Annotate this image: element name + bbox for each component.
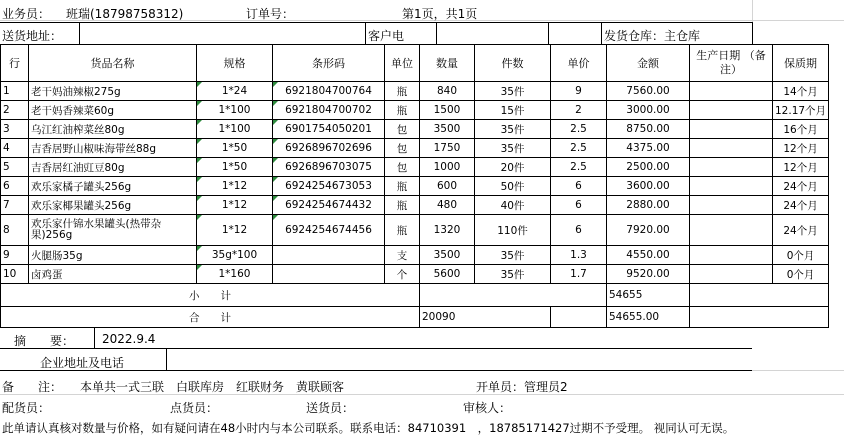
warehouse-label: 发货仓库：主仓库 <box>604 29 701 43</box>
deliverer-label: 送货员： <box>306 401 355 415</box>
col-header: 单价 <box>551 45 607 82</box>
cell-amount: 3600.00 <box>607 177 690 196</box>
cell-price: 1.7 <box>551 265 607 284</box>
cell-price: 2.5 <box>551 120 607 139</box>
items-table <box>0 44 829 328</box>
col-header: 生产日期 （备注） <box>690 45 773 82</box>
total-row <box>1 307 829 328</box>
col-header: 行 <box>1 45 29 82</box>
cell-name: 欢乐家什锦水果罐头(热带杂果)256g <box>29 215 197 246</box>
col-header: 条形码 <box>273 45 385 82</box>
salesman-label: 业务员： <box>2 7 51 21</box>
cell-spec: 1*12 <box>197 177 273 196</box>
cell-barcode: 6924254674432 <box>273 196 385 215</box>
cell-date <box>690 101 773 120</box>
distributor-label: 配货员： <box>2 401 51 415</box>
table-row <box>1 158 829 177</box>
cell-pieces: 35件 <box>475 82 551 101</box>
cell-date <box>690 120 773 139</box>
cell-unit: 瓶 <box>385 215 420 246</box>
cell-amount: 4550.00 <box>607 246 690 265</box>
table-row <box>1 196 829 215</box>
table-row <box>1 139 829 158</box>
cell-amount: 9520.00 <box>607 265 690 284</box>
cell-pieces: 50件 <box>475 177 551 196</box>
cell-name: 老干妈香辣菜60g <box>29 101 197 120</box>
summary-value: 2022.9.4 <box>102 332 156 346</box>
cell-pieces: 35件 <box>475 246 551 265</box>
cell-date <box>690 139 773 158</box>
order-number-label: 订单号： <box>246 7 295 21</box>
cell-no: 7 <box>1 196 29 215</box>
subtotal-label: 小 计 <box>1 284 420 307</box>
cell-pieces: 40件 <box>475 196 551 215</box>
table-header <box>1 45 829 82</box>
cell-amount: 7920.00 <box>607 215 690 246</box>
cell-shelf: 24个月 <box>773 215 829 246</box>
cell-no: 6 <box>1 177 29 196</box>
auditor-label: 审核人： <box>463 401 512 415</box>
total-qty: 20090 <box>420 307 551 328</box>
cell-price: 6 <box>551 215 607 246</box>
cell-shelf: 24个月 <box>773 177 829 196</box>
cell-price: 2.5 <box>551 139 607 158</box>
table-row <box>1 265 829 284</box>
cell-spec: 1*50 <box>197 158 273 177</box>
cell-shelf: 0个月 <box>773 265 829 284</box>
issuer: 开单员：管理员2 <box>476 380 568 394</box>
summary-label: 摘 要： <box>14 334 75 348</box>
cell-unit: 包 <box>385 139 420 158</box>
cell-shelf: 24个月 <box>773 196 829 215</box>
col-header: 保质期 <box>773 45 829 82</box>
cell-qty: 1320 <box>420 215 475 246</box>
col-header: 规格 <box>197 45 273 82</box>
cell-qty: 600 <box>420 177 475 196</box>
cell-spec: 1*24 <box>197 82 273 101</box>
cell-spec: 1*100 <box>197 120 273 139</box>
cell-qty: 1000 <box>420 158 475 177</box>
cell-unit: 包 <box>385 120 420 139</box>
cell-barcode: 6901754050201 <box>273 120 385 139</box>
cell-name: 吉香居野山椒味海带丝88g <box>29 139 197 158</box>
salesman-value: 班瑞(18798758312) <box>66 7 184 21</box>
cell-spec: 1*50 <box>197 139 273 158</box>
cell-name: 卤鸡蛋 <box>29 265 197 284</box>
company-address-label: 企业地址及电话 <box>40 356 125 370</box>
cell-shelf: 16个月 <box>773 120 829 139</box>
table-row <box>1 215 829 246</box>
customer-phone-label: 客户电 <box>368 29 405 43</box>
cell-name: 火腿肠35g <box>29 246 197 265</box>
checker-label: 点货员： <box>170 401 219 415</box>
cell-price: 1.3 <box>551 246 607 265</box>
cell-unit: 瓶 <box>385 101 420 120</box>
cell-barcode: 6924254673053 <box>273 177 385 196</box>
cell-barcode: 6926896702696 <box>273 139 385 158</box>
col-header: 数量 <box>420 45 475 82</box>
cell-amount: 4375.00 <box>607 139 690 158</box>
cell-date <box>690 196 773 215</box>
cell-price: 6 <box>551 196 607 215</box>
cell-no: 4 <box>1 139 29 158</box>
cell-shelf: 12个月 <box>773 158 829 177</box>
address-label: 送货地址： <box>2 29 63 43</box>
cell-name: 欢乐家橘子罐头256g <box>29 177 197 196</box>
cell-unit: 瓶 <box>385 196 420 215</box>
cell-shelf: 12个月 <box>773 139 829 158</box>
col-header: 单位 <box>385 45 420 82</box>
cell-unit: 支 <box>385 246 420 265</box>
table-row <box>1 120 829 139</box>
cell-qty: 3500 <box>420 246 475 265</box>
cell-unit: 瓶 <box>385 177 420 196</box>
cell-date <box>690 177 773 196</box>
cell-qty: 480 <box>420 196 475 215</box>
cell-name: 乌江红油榨菜丝80g <box>29 120 197 139</box>
cell-unit: 个 <box>385 265 420 284</box>
cell-shelf: 14个月 <box>773 82 829 101</box>
cell-price: 2 <box>551 101 607 120</box>
cell-price: 6 <box>551 177 607 196</box>
cell-qty: 1750 <box>420 139 475 158</box>
cell-price: 9 <box>551 82 607 101</box>
cell-spec: 1*100 <box>197 101 273 120</box>
cell-pieces: 35件 <box>475 265 551 284</box>
cell-date <box>690 215 773 246</box>
cell-pieces: 15件 <box>475 101 551 120</box>
col-header: 货品名称 <box>29 45 197 82</box>
col-header: 金额 <box>607 45 690 82</box>
cell-shelf: 0个月 <box>773 246 829 265</box>
cell-no: 9 <box>1 246 29 265</box>
cell-amount: 8750.00 <box>607 120 690 139</box>
cell-unit: 包 <box>385 158 420 177</box>
total-amount: 54655.00 <box>607 307 690 328</box>
cell-pieces: 110件 <box>475 215 551 246</box>
cell-spec: 35g*100 <box>197 246 273 265</box>
cell-qty: 5600 <box>420 265 475 284</box>
cell-date <box>690 82 773 101</box>
cell-unit: 瓶 <box>385 82 420 101</box>
remark-label: 备 注： <box>2 380 63 394</box>
cell-qty: 1500 <box>420 101 475 120</box>
cell-name: 老干妈油辣椒275g <box>29 82 197 101</box>
table-row <box>1 177 829 196</box>
cell-no: 3 <box>1 120 29 139</box>
cell-price: 2.5 <box>551 158 607 177</box>
cell-shelf: 12.17个月 <box>773 101 829 120</box>
cell-no: 2 <box>1 101 29 120</box>
cell-name: 吉香居红油豇豆80g <box>29 158 197 177</box>
cell-pieces: 35件 <box>475 120 551 139</box>
cell-amount: 2500.00 <box>607 158 690 177</box>
cell-spec: 1*12 <box>197 196 273 215</box>
subtotal-amount: 54655 <box>607 284 690 307</box>
cell-barcode <box>273 246 385 265</box>
cell-qty: 840 <box>420 82 475 101</box>
table-row <box>1 246 829 265</box>
cell-date <box>690 246 773 265</box>
cell-barcode: 6921804700764 <box>273 82 385 101</box>
cell-pieces: 20件 <box>475 158 551 177</box>
total-label: 合 计 <box>1 307 420 328</box>
notice-text: 此单请认真核对数量与价格，如有疑问请在48小时内与本公司联系。联系电话：84710391 ，18785171427过期不予受理。 视同认可无误。 <box>2 421 735 435</box>
cell-spec: 1*12 <box>197 215 273 246</box>
page-info: 第1页，共1页 <box>402 7 478 21</box>
remark-value: 本单共一式三联 白联库房 红联财务 黄联顾客 <box>80 380 345 394</box>
cell-barcode: 6924254674456 <box>273 215 385 246</box>
table-row <box>1 82 829 101</box>
table-row <box>1 101 829 120</box>
cell-no: 8 <box>1 215 29 246</box>
cell-amount: 7560.00 <box>607 82 690 101</box>
cell-barcode: 6921804700702 <box>273 101 385 120</box>
cell-spec: 1*160 <box>197 265 273 284</box>
cell-pieces: 35件 <box>475 139 551 158</box>
col-header: 件数 <box>475 45 551 82</box>
cell-no: 10 <box>1 265 29 284</box>
cell-date <box>690 265 773 284</box>
cell-date <box>690 158 773 177</box>
cell-amount: 2880.00 <box>607 196 690 215</box>
cell-no: 5 <box>1 158 29 177</box>
subtotal-row <box>1 284 829 307</box>
cell-no: 1 <box>1 82 29 101</box>
cell-amount: 3000.00 <box>607 101 690 120</box>
cell-qty: 3500 <box>420 120 475 139</box>
cell-barcode <box>273 265 385 284</box>
cell-barcode: 6926896703075 <box>273 158 385 177</box>
cell-name: 欢乐家椰果罐头256g <box>29 196 197 215</box>
